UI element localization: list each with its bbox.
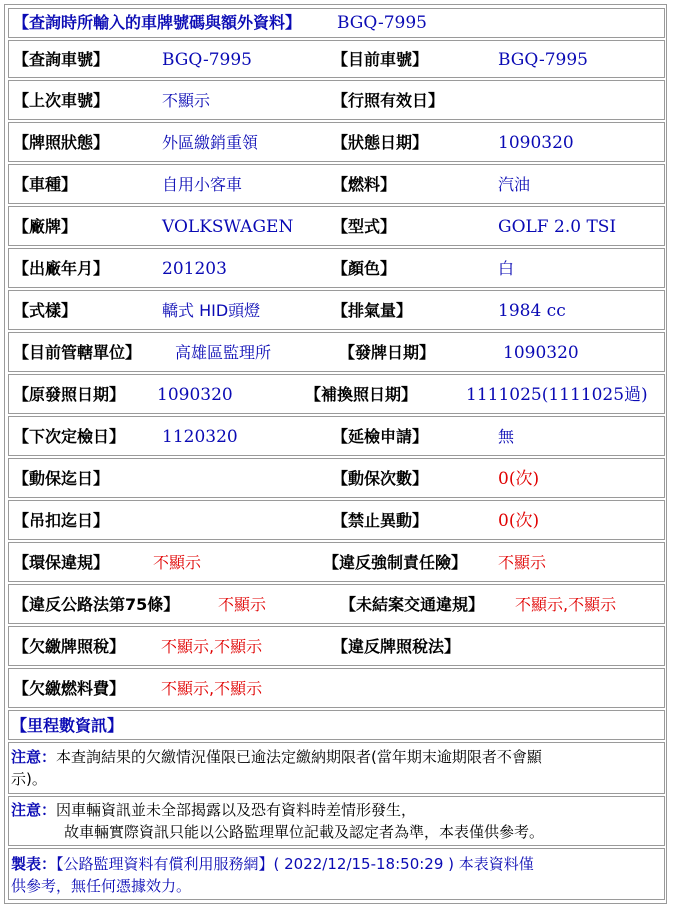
footer-line2: 供參考，無任何憑據效力。 <box>11 877 192 895</box>
row-suspension <box>8 500 665 540</box>
label-license-tax-violation: 【違反牌照稅法】 <box>332 637 461 656</box>
value-inspection-extension: 無 <box>498 427 515 446</box>
row-original-license-date <box>8 374 665 414</box>
label-current-plate: 【目前車號】 <box>332 50 429 69</box>
note-disclaimer-line1: 因車輛資訊並未全部揭露以及恐有資料時差情形發生， <box>56 801 417 819</box>
label-color: 【顏色】 <box>332 259 397 278</box>
header-row <box>8 8 665 38</box>
row-unpaid-license-tax <box>8 626 665 666</box>
footer-text <box>11 853 662 897</box>
value-original-license-date: 1090320 <box>157 385 233 405</box>
row-vehicle-type <box>8 164 665 204</box>
value-current-plate: BGQ-7995 <box>498 50 588 70</box>
value-chattel-mortgage-count: 0(次) <box>498 469 540 489</box>
label-unpaid-fuel-fee: 【欠繳燃料費】 <box>13 679 126 698</box>
label-inspection-extension: 【延檢申請】 <box>332 427 429 446</box>
value-brand: VOLKSWAGEN <box>162 217 294 237</box>
value-next-inspection: 1120320 <box>162 427 238 447</box>
footer-source <box>8 848 665 900</box>
label-highway-act-violation: 【違反公路法第75條】 <box>13 595 180 614</box>
value-displacement: 1984 cc <box>498 301 566 321</box>
value-body-style: 轎式 HID頭燈 <box>162 301 261 320</box>
value-open-traffic-violation: 不顯示,不顯示 <box>515 595 617 614</box>
label-chattel-mortgage-count: 【動保次數】 <box>332 469 429 488</box>
row-environmental-violation <box>8 542 665 582</box>
label-next-inspection: 【下次定檢日】 <box>13 427 126 446</box>
value-jurisdiction: 高雄區監理所 <box>175 343 272 362</box>
label-displacement: 【排氣量】 <box>332 301 413 320</box>
value-unpaid-license-tax: 不顯示,不顯示 <box>161 637 263 656</box>
label-open-traffic-violation: 【未結案交通違規】 <box>340 595 485 614</box>
value-environmental-violation: 不顯示 <box>153 553 202 572</box>
label-status-date: 【狀態日期】 <box>332 133 429 152</box>
label-unpaid-license-tax: 【欠繳牌照稅】 <box>13 637 126 656</box>
value-renewal-date: 1111025(1111025過) <box>466 385 648 405</box>
label-body-style: 【式樣】 <box>13 301 78 320</box>
row-next-inspection <box>8 416 665 456</box>
label-chattel-mortgage-end: 【動保迄日】 <box>13 469 110 488</box>
label-previous-plate: 【上次車號】 <box>13 91 110 110</box>
label-vehicle-type: 【車種】 <box>13 175 78 194</box>
row-body-style <box>8 290 665 330</box>
note-unpaid-text <box>11 746 662 790</box>
header-label: 【查詢時所輸入的車牌號碼與額外資料】 <box>13 13 302 32</box>
row-mileage <box>8 710 665 740</box>
value-status-date: 1090320 <box>498 133 574 153</box>
value-compulsory-insurance-violation: 不顯示 <box>498 553 547 572</box>
value-query-plate: BGQ-7995 <box>162 50 252 70</box>
note-disclaimer-label: 注意： <box>11 801 57 819</box>
note-unpaid-line1: 本查詢結果的欠繳情況僅限已逾法定繳納期限者(當年期末逾期限者不會顯 <box>56 748 542 766</box>
note-unpaid <box>8 742 665 794</box>
label-compulsory-insurance-violation: 【違反強制責任險】 <box>323 553 468 572</box>
row-chattel-mortgage <box>8 458 665 498</box>
note-disclaimer <box>8 796 665 846</box>
value-model: GOLF 2.0 TSI <box>498 217 617 237</box>
note-disclaimer-text <box>11 799 662 843</box>
label-environmental-violation: 【環保違規】 <box>13 553 110 572</box>
value-transfer-prohibited: 0(次) <box>498 511 540 531</box>
value-color: 白 <box>498 259 515 278</box>
row-unpaid-fuel-fee <box>8 668 665 708</box>
label-manufacture-date: 【出廠年月】 <box>13 259 110 278</box>
footer-line1: 【公路監理資料有償利用服務網】( 2022/12/15-18:50:29 ) 本表資料僅 <box>56 855 534 873</box>
label-license-valid-date: 【行照有效日】 <box>332 91 445 110</box>
row-query-plate <box>8 40 665 78</box>
value-vehicle-type: 自用小客車 <box>162 175 243 194</box>
label-query-plate: 【查詢車號】 <box>13 50 110 69</box>
row-jurisdiction <box>8 332 665 372</box>
row-previous-plate <box>8 80 665 120</box>
label-fuel: 【燃料】 <box>332 175 397 194</box>
footer-label: 製表： <box>11 855 57 873</box>
value-previous-plate: 不顯示 <box>162 91 211 110</box>
label-jurisdiction: 【目前管轄單位】 <box>13 343 142 362</box>
row-plate-status <box>8 122 665 162</box>
header-plate-value: BGQ-7995 <box>337 13 427 33</box>
label-renewal-date: 【補換照日期】 <box>305 385 418 404</box>
row-brand <box>8 206 665 246</box>
label-transfer-prohibited: 【禁止異動】 <box>332 511 429 530</box>
label-plate-status: 【牌照狀態】 <box>13 133 110 152</box>
row-manufacture-date <box>8 248 665 288</box>
row-highway-act-violation <box>8 584 665 624</box>
value-highway-act-violation: 不顯示 <box>218 595 267 614</box>
label-original-license-date: 【原發照日期】 <box>13 385 126 404</box>
value-plate-status: 外區繳銷重領 <box>162 133 259 152</box>
note-unpaid-line2: 示)。 <box>11 770 47 788</box>
note-unpaid-label: 注意： <box>11 748 57 766</box>
value-unpaid-fuel-fee: 不顯示,不顯示 <box>161 679 263 698</box>
label-issue-date: 【發牌日期】 <box>339 343 436 362</box>
mileage-heading: 【里程數資訊】 <box>11 716 124 735</box>
value-manufacture-date: 201203 <box>162 259 227 279</box>
label-model: 【型式】 <box>332 217 397 236</box>
note-disclaimer-line2: 故車輛實際資訊只能以公路監理單位記載及認定者為準，本表僅供參考。 <box>64 823 545 841</box>
value-issue-date: 1090320 <box>503 343 579 363</box>
value-fuel: 汽油 <box>498 175 531 194</box>
label-brand: 【廠牌】 <box>13 217 78 236</box>
label-suspension-end: 【吊扣迄日】 <box>13 511 110 530</box>
